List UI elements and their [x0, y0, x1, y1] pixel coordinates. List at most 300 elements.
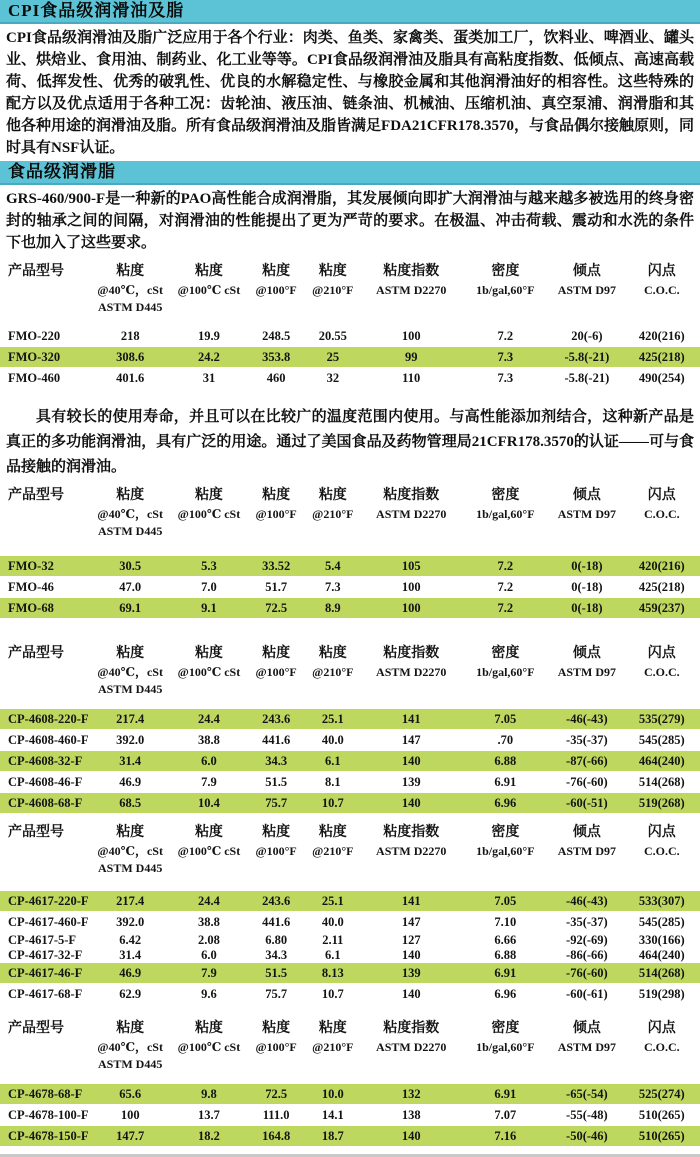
- column-header: [361, 262, 461, 299]
- column-header: [549, 823, 624, 860]
- column-header-line: 粘度: [318, 264, 347, 279]
- table-value: 353.8: [262, 350, 291, 364]
- table-value: 141: [401, 712, 421, 726]
- table-value: 10.7: [321, 987, 344, 1001]
- table-value: -92(-69): [566, 933, 608, 947]
- column-header: [170, 823, 248, 860]
- column-header-line: @210°F: [312, 507, 354, 521]
- intro-paragraph: CPI食品级润滑油及脂广泛应用于各个行业：肉类、鱼类、家禽类、蛋类加工厂，饮料业、啤酒业、罐头业、烘焙业、食用油、制药业、化工业等等。CPI食品级润滑油及脂具有高粘度指数、低倾点、高速高载荷、低挥发性、优秀的破乳性、优良的水解稳定性、与橡胶金属和其他润滑油好的相容性。这些特殊的配方以及优点适用于各种工况：齿轮油、液压油、链条油、机械油、压缩机油、真空泵浦、润滑脂和其他各种用途的润滑油及脂。所有食品级润滑油及脂皆满足FDA21CFR178.3570，与食品偶尔接触原则，同时具有NSF认证。: [6, 30, 694, 156]
- column-header: [361, 1019, 461, 1056]
- column-header-line: 倾点: [572, 488, 601, 503]
- column-header-line: 粘度指数: [383, 264, 440, 279]
- table-value: 425(218): [638, 350, 685, 364]
- product-name: CP-4617-460-F: [8, 915, 89, 929]
- table-value: -35(-37): [566, 733, 608, 747]
- column-header: [90, 262, 170, 316]
- column-header-line: 粘度: [318, 488, 347, 503]
- table-value: 7.9: [201, 966, 217, 980]
- table-value: -50(-46): [566, 1129, 608, 1143]
- column-header-line: 倾点: [572, 1021, 601, 1036]
- table-value: 62.9: [119, 987, 142, 1001]
- table-value: 464(240): [638, 754, 685, 768]
- column-header-line: ASTM D97: [557, 507, 617, 521]
- column-header-line: @40℃，cSt: [97, 1040, 163, 1054]
- column-header: [170, 262, 248, 299]
- table-value: 72.5: [265, 601, 288, 615]
- table-value: 7.3: [497, 350, 514, 364]
- column-header: [248, 1019, 305, 1056]
- column-header-line: ASTM D97: [557, 844, 617, 858]
- table-value: 7.0: [201, 580, 217, 594]
- table-value: 24.2: [198, 350, 220, 364]
- column-header-line: 粘度: [262, 264, 291, 279]
- table-value: 9.8: [201, 1087, 217, 1101]
- table-value: 7.3: [497, 371, 514, 385]
- table-value: 6.96: [494, 796, 517, 810]
- product-name: CP-4617-68-F: [8, 987, 83, 1001]
- table-row: [0, 985, 700, 1003]
- table-row: [0, 1084, 700, 1104]
- table-value: 7.10: [494, 915, 517, 929]
- table-value: 51.7: [265, 580, 288, 594]
- table-value: 519(298): [638, 987, 685, 1001]
- column-header-line: 粘度: [194, 1021, 223, 1036]
- table-value: 34.3: [265, 754, 288, 768]
- column-header-line: 密度: [491, 646, 520, 661]
- product-table-cp4617: [0, 823, 700, 1003]
- column-header: [461, 823, 549, 860]
- column-header: [304, 262, 361, 299]
- table-value: 8.9: [325, 601, 341, 615]
- table-value: 139: [401, 775, 421, 789]
- table-value: 514(268): [638, 966, 685, 980]
- table-row: [0, 773, 700, 791]
- column-header-line: ASTM D97: [557, 665, 617, 679]
- table-value: 545(285): [638, 915, 685, 929]
- column-header: [90, 644, 170, 698]
- table-value: 420(216): [638, 329, 685, 343]
- table-value: 140: [401, 754, 421, 768]
- table-value: 34.3: [265, 948, 288, 962]
- product-name: CP-4608-220-F: [8, 712, 89, 726]
- column-header-line: @40℃，cSt: [97, 665, 163, 679]
- column-header-line: @100℃ cSt: [177, 1040, 241, 1054]
- table-value: 18.7: [321, 1129, 344, 1143]
- table-value: 38.8: [198, 915, 220, 929]
- column-header: [461, 644, 549, 681]
- table-value: 9.1: [201, 601, 217, 615]
- table-value: 31.4: [119, 754, 142, 768]
- table-value: 0(-18): [571, 580, 603, 594]
- column-header-line: @210°F: [312, 844, 354, 858]
- table-value: 65.6: [119, 1087, 142, 1101]
- column-header-line: 产品型号: [8, 646, 64, 661]
- table-value: 6.0: [201, 948, 217, 962]
- product-name: FMO-32: [8, 559, 54, 573]
- table-value: 100: [401, 580, 421, 594]
- column-header-line: C.O.C.: [643, 1040, 680, 1054]
- table-value: 100: [401, 329, 421, 343]
- table-value: 218: [120, 329, 140, 343]
- table-value: 25: [326, 350, 340, 364]
- column-header-line: 倾点: [572, 264, 601, 279]
- table-value: 30.5: [119, 559, 142, 573]
- column-header-product: [0, 1019, 90, 1039]
- table-value: 243.6: [262, 894, 291, 908]
- table-value: 51.5: [265, 966, 288, 980]
- table-value: -46(-43): [566, 894, 608, 908]
- table-value: -65(-54): [566, 1087, 608, 1101]
- table-value: 6.88: [494, 754, 517, 768]
- product-name: CP-4608-32-F: [8, 754, 83, 768]
- table-value: 248.5: [262, 329, 291, 343]
- column-header-line: @40℃，cSt: [97, 283, 163, 297]
- column-header-line: 闪点: [647, 825, 676, 840]
- column-header-line: 粘度: [194, 825, 223, 840]
- column-header-line: ASTM D2270: [376, 283, 447, 297]
- table-row: [0, 891, 700, 911]
- section-band-grease: [0, 161, 700, 185]
- table-value: 51.5: [265, 775, 288, 789]
- table-row: [0, 369, 700, 387]
- column-header: [361, 486, 461, 523]
- column-header-line: 粘度: [116, 488, 145, 503]
- table-row: [0, 948, 700, 963]
- table-row: [0, 731, 700, 749]
- table-value: 460: [266, 371, 286, 385]
- column-header-line: 产品型号: [8, 1021, 64, 1036]
- table-value: 510(265): [638, 1129, 685, 1143]
- column-header-line: 粘度: [116, 1021, 145, 1036]
- column-header-line: 粘度指数: [383, 646, 440, 661]
- column-header: [461, 262, 549, 299]
- table-value: 0(-18): [571, 601, 603, 615]
- table-value: 47.0: [119, 580, 142, 594]
- table-value: 24.4: [198, 894, 220, 908]
- column-header-line: 粘度: [318, 825, 347, 840]
- table-value: 10.7: [321, 796, 344, 810]
- column-header: [248, 644, 305, 681]
- section-band-main: [0, 0, 700, 24]
- product-table-cp4608: [0, 644, 700, 813]
- column-header: [549, 644, 624, 681]
- table-value: 40.0: [321, 733, 344, 747]
- table-value: 147: [401, 915, 421, 929]
- table-value: -5.8(-21): [564, 350, 610, 364]
- column-header-line: 产品型号: [8, 488, 64, 503]
- table-value: 308.6: [116, 350, 145, 364]
- table-value: 75.7: [265, 987, 288, 1001]
- table-header-row: [0, 823, 700, 877]
- product-name: CP-4678-68-F: [8, 1087, 83, 1101]
- table-value: 14.1: [321, 1108, 344, 1122]
- table-value: 20(-6): [571, 329, 603, 343]
- table-row: [0, 709, 700, 729]
- column-header: [461, 1019, 549, 1056]
- table-value: 32: [326, 371, 340, 385]
- product-name: CP-4608-68-F: [8, 796, 83, 810]
- column-header-product: [0, 486, 90, 506]
- column-header: [248, 486, 305, 523]
- table-value: 75.7: [265, 796, 288, 810]
- product-name: FMO-68: [8, 601, 54, 615]
- table-value: 0(-18): [571, 559, 603, 573]
- table-value: 217.4: [116, 712, 145, 726]
- section-title-main: CPI食品级润滑油及脂: [8, 1, 185, 20]
- table-value: 140: [401, 948, 421, 962]
- column-header-line: 粘度: [116, 646, 145, 661]
- column-header-line: ASTM D97: [557, 283, 617, 297]
- column-header: [361, 644, 461, 681]
- product-table-fmo-heavy: [0, 262, 700, 387]
- table-header-row: [0, 486, 700, 540]
- column-header-line: @100°F: [255, 507, 297, 521]
- column-header-product: [0, 644, 90, 664]
- column-header-line: 1b/gal,60°F: [476, 507, 535, 521]
- table-value: 6.1: [325, 948, 341, 962]
- column-header: [90, 1019, 170, 1073]
- column-header: [90, 486, 170, 540]
- column-header-line: 闪点: [647, 488, 676, 503]
- table-value: -46(-43): [566, 712, 608, 726]
- column-header-line: 粘度: [318, 646, 347, 661]
- product-name: CP-4617-46-F: [8, 966, 83, 980]
- table-value: 105: [401, 559, 421, 573]
- column-header-line: @100°F: [255, 844, 297, 858]
- column-header-product: [0, 262, 90, 282]
- table-value: -60(-61): [566, 987, 608, 1001]
- column-header: [549, 486, 624, 523]
- table-value: 392.0: [116, 915, 145, 929]
- table-value: 127: [401, 933, 421, 947]
- table-value: 100: [120, 1108, 140, 1122]
- table-row: [0, 578, 700, 596]
- column-header-line: ASTM D2270: [376, 665, 447, 679]
- table-value: 425(218): [638, 580, 685, 594]
- product-name: CP-4608-460-F: [8, 733, 89, 747]
- table-value: 46.9: [119, 966, 142, 980]
- column-header-line: ASTM D2270: [376, 507, 447, 521]
- section-title-grease: 食品级润滑脂: [8, 162, 116, 181]
- table-value: 24.4: [198, 712, 220, 726]
- table-value: 100: [401, 601, 421, 615]
- column-header-line: 产品型号: [8, 264, 64, 279]
- product-name: CP-4678-150-F: [8, 1129, 89, 1143]
- table-value: 10.4: [198, 796, 220, 810]
- column-header-line: C.O.C.: [643, 283, 680, 297]
- column-header: [624, 644, 699, 681]
- column-header-line: 倾点: [572, 825, 601, 840]
- column-header-line: 粘度指数: [383, 825, 440, 840]
- table-value: 464(240): [638, 948, 685, 962]
- table-value: 31.4: [119, 948, 142, 962]
- column-header-line: 粘度: [318, 1021, 347, 1036]
- table-value: 110: [402, 371, 421, 385]
- table-value: 132: [401, 1087, 421, 1101]
- table-value: 33.52: [262, 559, 291, 573]
- column-header: [624, 486, 699, 523]
- table-value: 140: [401, 987, 421, 1001]
- table-value: .70: [497, 733, 514, 747]
- column-header-line: ASTM D2270: [376, 1040, 447, 1054]
- column-header-line: 密度: [491, 264, 520, 279]
- product-table-fmo-light: [0, 486, 700, 618]
- column-header-line: 粘度指数: [383, 488, 440, 503]
- table-value: 401.6: [116, 371, 145, 385]
- table-value: 2.08: [198, 933, 220, 947]
- table-value: 8.13: [321, 966, 344, 980]
- table-value: 7.2: [497, 601, 514, 615]
- table-value: 7.9: [201, 775, 217, 789]
- product-name: FMO-220: [8, 329, 61, 343]
- table-value: 243.6: [262, 712, 291, 726]
- table-value: 8.1: [325, 775, 341, 789]
- column-header-line: 粘度: [262, 646, 291, 661]
- table-row: [0, 963, 700, 983]
- table-header-row: [0, 644, 700, 698]
- table-row: [0, 793, 700, 813]
- table-value: 13.7: [198, 1108, 220, 1122]
- table-value: 111.0: [262, 1108, 290, 1122]
- column-header: [624, 1019, 699, 1056]
- table-value: 9.6: [201, 987, 217, 1001]
- column-header-line: @100°F: [255, 283, 297, 297]
- column-header-line: 倾点: [572, 646, 601, 661]
- table-value: 7.05: [494, 894, 517, 908]
- column-header-line: 密度: [491, 488, 520, 503]
- column-header: [304, 486, 361, 523]
- column-header: [461, 486, 549, 523]
- column-header-line: 粘度: [116, 825, 145, 840]
- column-header-line: 粘度: [262, 825, 291, 840]
- table-row: [0, 327, 700, 345]
- table-value: 99: [404, 350, 418, 364]
- table-value: 7.2: [497, 329, 514, 343]
- table-value: 164.8: [262, 1129, 291, 1143]
- table-value: 6.0: [201, 754, 217, 768]
- table-value: 141: [401, 894, 421, 908]
- table-value: -35(-37): [566, 915, 608, 929]
- column-header-line: 闪点: [647, 264, 676, 279]
- column-header-line: 1b/gal,60°F: [476, 1040, 535, 1054]
- table-value: 2.11: [322, 933, 344, 947]
- table-header-row: [0, 1019, 700, 1073]
- table-value: 459(237): [638, 601, 685, 615]
- table-value: 139: [401, 966, 421, 980]
- product-name: CP-4617-32-F: [8, 948, 83, 962]
- column-header-line: 产品型号: [8, 825, 64, 840]
- table-value: 140: [401, 796, 421, 810]
- table-value: 6.80: [265, 933, 288, 947]
- column-header-line: @210°F: [312, 1040, 354, 1054]
- table-value: 5.3: [201, 559, 217, 573]
- column-header-line: ASTM D445: [98, 861, 163, 875]
- table-value: 147.7: [116, 1129, 145, 1143]
- table-value: 10.0: [321, 1087, 344, 1101]
- table-value: 525(274): [638, 1087, 685, 1101]
- column-header-line: 粘度指数: [383, 1021, 440, 1036]
- table-value: 510(265): [638, 1108, 685, 1122]
- table-row: [0, 751, 700, 771]
- table-value: 7.05: [494, 712, 517, 726]
- table-value: 6.42: [119, 933, 142, 947]
- table-value: 68.5: [119, 796, 142, 810]
- table-value: -60(-51): [566, 796, 608, 810]
- table-value: 519(268): [638, 796, 685, 810]
- table-value: 18.2: [198, 1129, 220, 1143]
- table-value: 420(216): [638, 559, 685, 573]
- column-header: [549, 262, 624, 299]
- mid-paragraph: 具有较长的使用寿命，并且可以在比较广的温度范围内使用。与高性能添加剂结合，这种新产品是真正的多功能润滑油，具有广泛的用途。通过了美国食品及药物管理局21CFR178.3570的认证——可与食品接触的润滑油。: [6, 409, 694, 475]
- table-row: [0, 347, 700, 367]
- table-value: 25.1: [321, 894, 344, 908]
- column-header-line: ASTM D97: [557, 1040, 617, 1054]
- column-header: [170, 644, 248, 681]
- column-header: [304, 823, 361, 860]
- column-header-line: 粘度: [262, 488, 291, 503]
- table-row: [0, 1126, 700, 1146]
- column-header-line: @100°F: [255, 665, 297, 679]
- table-value: 31: [202, 371, 216, 385]
- column-header-line: C.O.C.: [643, 507, 680, 521]
- table-value: 72.5: [265, 1087, 288, 1101]
- table-value: 20.55: [318, 329, 347, 343]
- column-header: [361, 823, 461, 860]
- table-value: 6.91: [494, 1087, 517, 1101]
- product-name: CP-4608-46-F: [8, 775, 83, 789]
- column-header-line: 粘度: [116, 264, 145, 279]
- table-value: 6.66: [494, 933, 517, 947]
- column-header-line: ASTM D2270: [376, 844, 447, 858]
- table-value: 392.0: [116, 733, 145, 747]
- product-name: FMO-46: [8, 580, 54, 594]
- column-header: [248, 823, 305, 860]
- column-header-line: ASTM D445: [98, 682, 163, 696]
- column-header-line: @100°F: [255, 1040, 297, 1054]
- table-value: -87(-66): [566, 754, 608, 768]
- column-header-line: @40℃，cSt: [97, 844, 163, 858]
- column-header-line: ASTM D445: [98, 524, 163, 538]
- column-header: [170, 486, 248, 523]
- column-header-line: @210°F: [312, 283, 354, 297]
- column-header-line: @100℃ cSt: [177, 283, 241, 297]
- table-value: 7.07: [494, 1108, 517, 1122]
- column-header-line: 闪点: [647, 1021, 676, 1036]
- table-value: 441.6: [262, 915, 291, 929]
- table-row: [0, 913, 700, 931]
- product-name: CP-4617-220-F: [8, 894, 89, 908]
- table-value: 6.91: [494, 966, 517, 980]
- table-value: 6.1: [325, 754, 341, 768]
- table-value: 533(307): [638, 894, 685, 908]
- table-value: 7.3: [325, 580, 341, 594]
- column-header: [624, 262, 699, 299]
- table-row: [0, 556, 700, 576]
- table-row: [0, 598, 700, 618]
- table-value: -76(-60): [566, 966, 608, 980]
- column-header-line: 闪点: [647, 646, 676, 661]
- grease-paragraph: GRS-460/900-F是一种新的PAO高性能合成润滑脂，其发展倾向即扩大润滑油与越来越多被选用的终身密封的轴承之间的间隔，对润滑油的性能提出了更为严苛的要求。在极温、冲击荷载、震动和水洗的条件下也加入了这些要求。: [6, 191, 694, 251]
- table-value: 535(279): [638, 712, 685, 726]
- table-value: -86(-66): [566, 948, 608, 962]
- table-value: 38.8: [198, 733, 220, 747]
- table-value: 69.1: [119, 601, 142, 615]
- column-header-line: ASTM D445: [98, 300, 163, 314]
- product-name: FMO-460: [8, 371, 61, 385]
- table-value: 6.88: [494, 948, 517, 962]
- table-value: -76(-60): [566, 775, 608, 789]
- table-value: 6.96: [494, 987, 517, 1001]
